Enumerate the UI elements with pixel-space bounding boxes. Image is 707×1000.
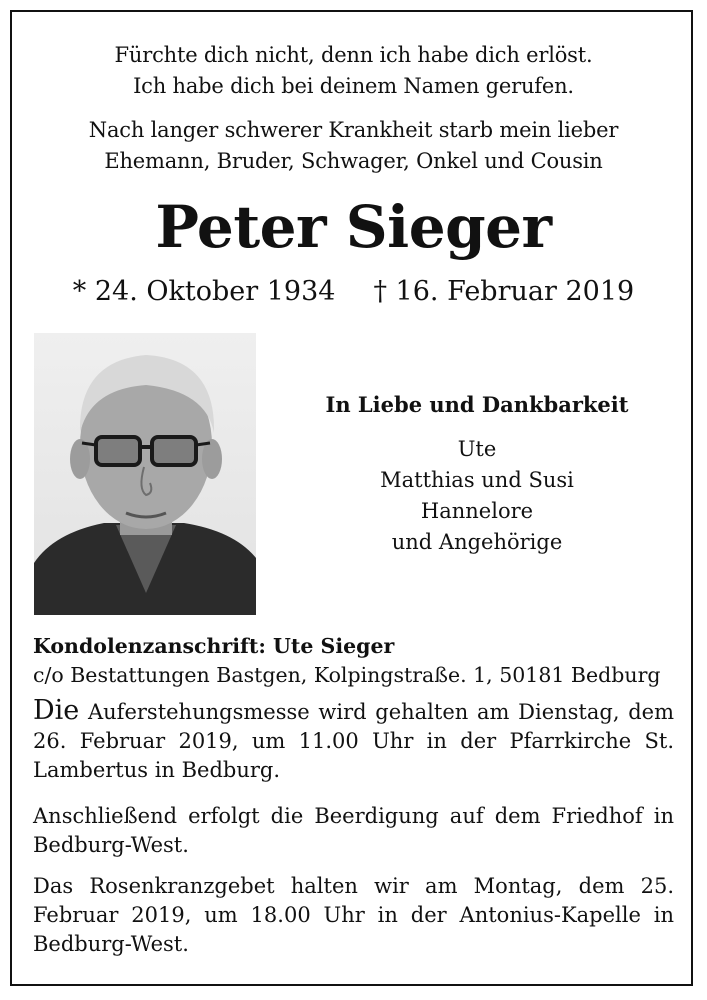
portrait-photo <box>34 333 256 615</box>
burial-paragraph: Anschließend erfolgt die Beerdigung auf dem Friedhof in Bedburg-West. <box>33 804 674 857</box>
obituary-notice <box>20 20 687 978</box>
mourner-name: Hannelore <box>420 499 534 523</box>
death-date: † 16. Februar 2019 <box>373 276 635 307</box>
mass-first-word: Die <box>33 695 80 726</box>
mass-text: Auferstehungsmesse wird gehalten am Dienstag, dem 26. Februar 2019, um 11.00 Uhr in der Pfarrkirche St. Lambertus in Bedburg. <box>33 700 674 782</box>
intro-text <box>20 115 687 177</box>
mourner-name: und Angehörige <box>391 530 563 554</box>
mourner-name: Matthias und Susi <box>380 468 574 492</box>
portrait-illustration <box>34 333 256 615</box>
mourners-block <box>312 390 642 558</box>
rosary-paragraph: Das Rosenkranzgebet halten wir am Montag, dem 25. Februar 2019, um 18.00 Uhr in der Antonius-Kapelle in Bedburg-West. <box>33 874 674 956</box>
deceased-name: Peter Sieger <box>155 193 552 261</box>
mourner-name: Ute <box>457 437 497 461</box>
intro-line-2: Ehemann, Bruder, Schwager, Onkel und Cousin <box>104 149 603 173</box>
birth-date: * 24. Oktober 1934 <box>72 276 336 307</box>
intro-line-1: Nach langer schwerer Krankheit starb mein lieber <box>88 118 619 142</box>
condolence-address-block <box>33 632 673 690</box>
condolence-address: c/o Bestattungen Bastgen, Kolpingstraße. 1, 50181 Bedburg <box>33 663 661 687</box>
mourners-heading: In Liebe und Dankbarkeit <box>325 392 629 417</box>
verse-line-2: Ich habe dich bei deinem Namen gerufen. <box>133 74 574 98</box>
life-dates <box>20 275 687 309</box>
mass-paragraph <box>33 696 674 785</box>
bible-verse <box>20 40 687 102</box>
verse-line-1: Fürchte dich nicht, denn ich habe dich erlöst. <box>114 43 593 67</box>
condolence-label: Kondolenzanschrift: Ute Sieger <box>33 634 395 658</box>
